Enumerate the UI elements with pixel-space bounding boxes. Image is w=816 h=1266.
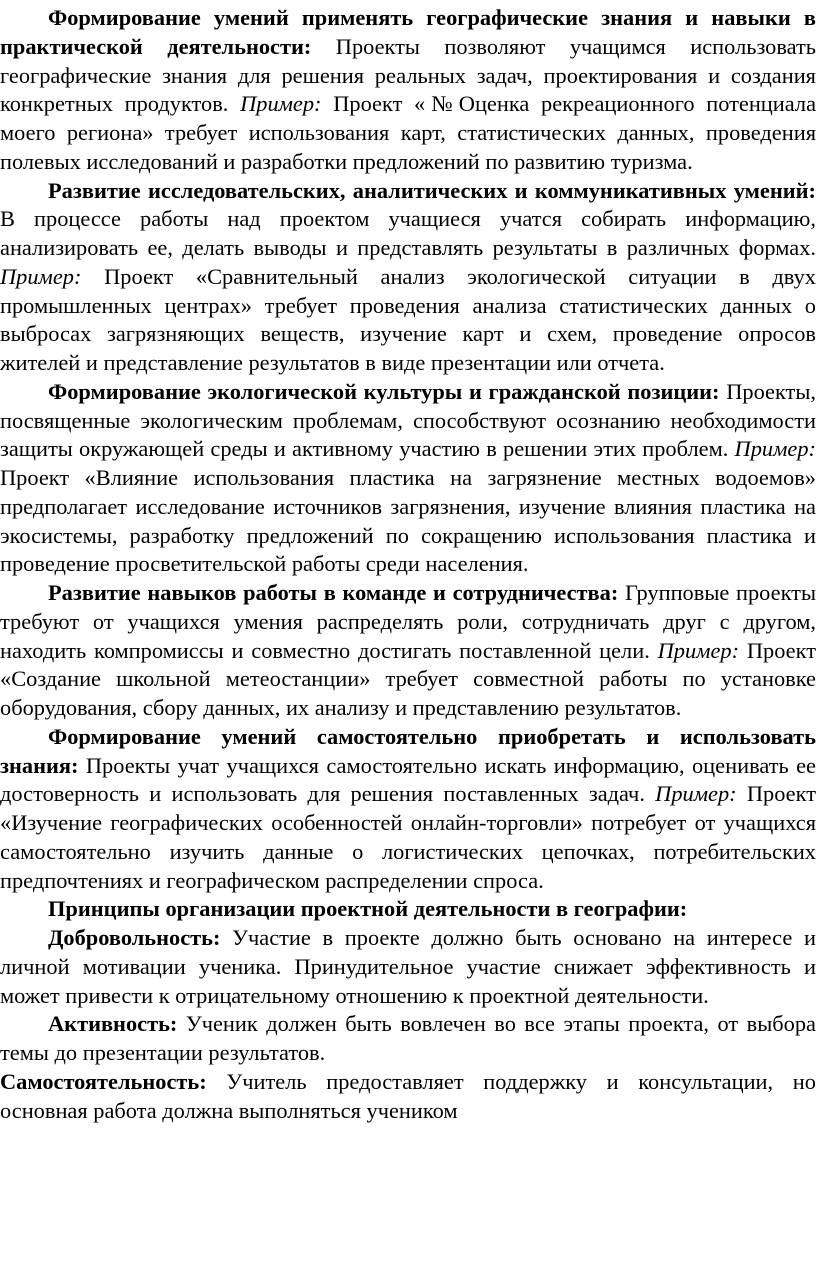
example-label: Пример: — [240, 91, 322, 117]
principle-text: Участие в проекте должно быть основано на интересе и личной мотивации ученика. Принудительное участие снижает эффективность и может привести к отрицательному отношению к проектной деятельности. — [0, 925, 816, 1008]
principle-activity — [0, 1010, 816, 1068]
example-label: Пример: — [734, 436, 816, 462]
paragraph-heading: Развитие навыков работы в команде и сотрудничества: — [48, 580, 619, 605]
paragraph-heading: Развитие исследовательских, аналитических и коммуникативных умений: — [48, 177, 816, 203]
principle-label: Добровольность: — [48, 925, 221, 950]
principle-independence — [0, 1068, 816, 1126]
principle-voluntariness — [0, 924, 816, 1010]
paragraph-self-learning — [0, 723, 816, 896]
paragraph-text: Проекты учат учащихся самостоятельно искать информацию, оценивать ее достоверность и использовать для решения поставленных задач. — [0, 752, 816, 807]
paragraph-heading: Формирование экологической культуры и гражданской позиции: — [48, 378, 720, 404]
example-text: Проект «Сравнительный анализ экологической ситуации в двух промышленных центрах» требует проведения анализа статистических данных о выбросах загрязняющих веществ, изучение карт и схем, проведение опросов жителей и представление результатов в виде презентации или отчета. — [0, 263, 816, 375]
example-text: Проект «Изучение географических особенностей онлайн-торговли» потребует от учащихся самостоятельно изучить данные о логистических цепочках, потребительских предпочтениях и географическом распределении спроса. — [0, 781, 816, 893]
paragraph-text: Проекты, посвященные экологическим проблемам, способствуют осознанию необходимости защиты окружающей среды и активному участию в решении этих проблем. — [0, 378, 816, 462]
paragraph-text: Групповые проекты требуют от учащихся умения распределять роли, сотрудничать друг с другом, находить компромиссы и совместно достигать поставленной цели. — [0, 580, 816, 663]
principle-text: Ученик должен быть вовлечен во все этапы проекта, от выбора темы до презентации результатов. — [0, 1011, 816, 1065]
example-label: Пример: — [657, 637, 740, 663]
paragraph-ecological-culture — [0, 378, 816, 579]
paragraph-teamwork — [0, 579, 816, 723]
paragraph-heading: Формирование умений применять географические знания и навыки в практической деятельности: — [0, 5, 816, 59]
paragraph-heading: Формирование умений самостоятельно приобретать и использовать знания: — [0, 723, 816, 778]
principle-label: Активность: — [48, 1011, 178, 1037]
example-label: Пример: — [0, 263, 82, 289]
example-label: Пример: — [655, 781, 737, 807]
paragraph-research-skills — [0, 177, 816, 378]
paragraph-text: В процессе работы над проектом учащиеся учатся собирать информацию, анализировать ее, делать выводы и представлять результаты в различных формах. — [0, 206, 816, 260]
paragraph-practical-skills — [0, 4, 816, 177]
principle-text: Учитель предоставляет поддержку и консультации, но основная работа должна выполняться учеником — [0, 1068, 816, 1123]
paragraph-text: Проекты позволяют учащимся использовать географические знания для решения реальных задач, проектирования и создания конкретных продуктов. — [0, 33, 816, 117]
principle-label: Самостоятельность: — [0, 1068, 207, 1094]
example-text: Проект «Влияние использования пластика на загрязнение местных водоемов» предполагает исследование источников загрязнения, изучение влияния пластика на экосистемы, разработку предложений по сокращению использования пластика и проведение просветительской работы среди населения. — [0, 465, 816, 577]
example-text: Проект «Создание школьной метеостанции» требует совместной работы по установке оборудования, сбору данных, их анализу и представлению результатов. — [0, 637, 816, 720]
principles-heading — [0, 895, 816, 924]
example-text: Проект «№Оценка рекреационного потенциала моего региона» требует использования карт, статистических данных, проведения полевых исследований и разработки предложений по развитию туризма. — [0, 91, 816, 174]
principles-heading-text: Принципы организации проектной деятельности в географии: — [48, 896, 688, 922]
